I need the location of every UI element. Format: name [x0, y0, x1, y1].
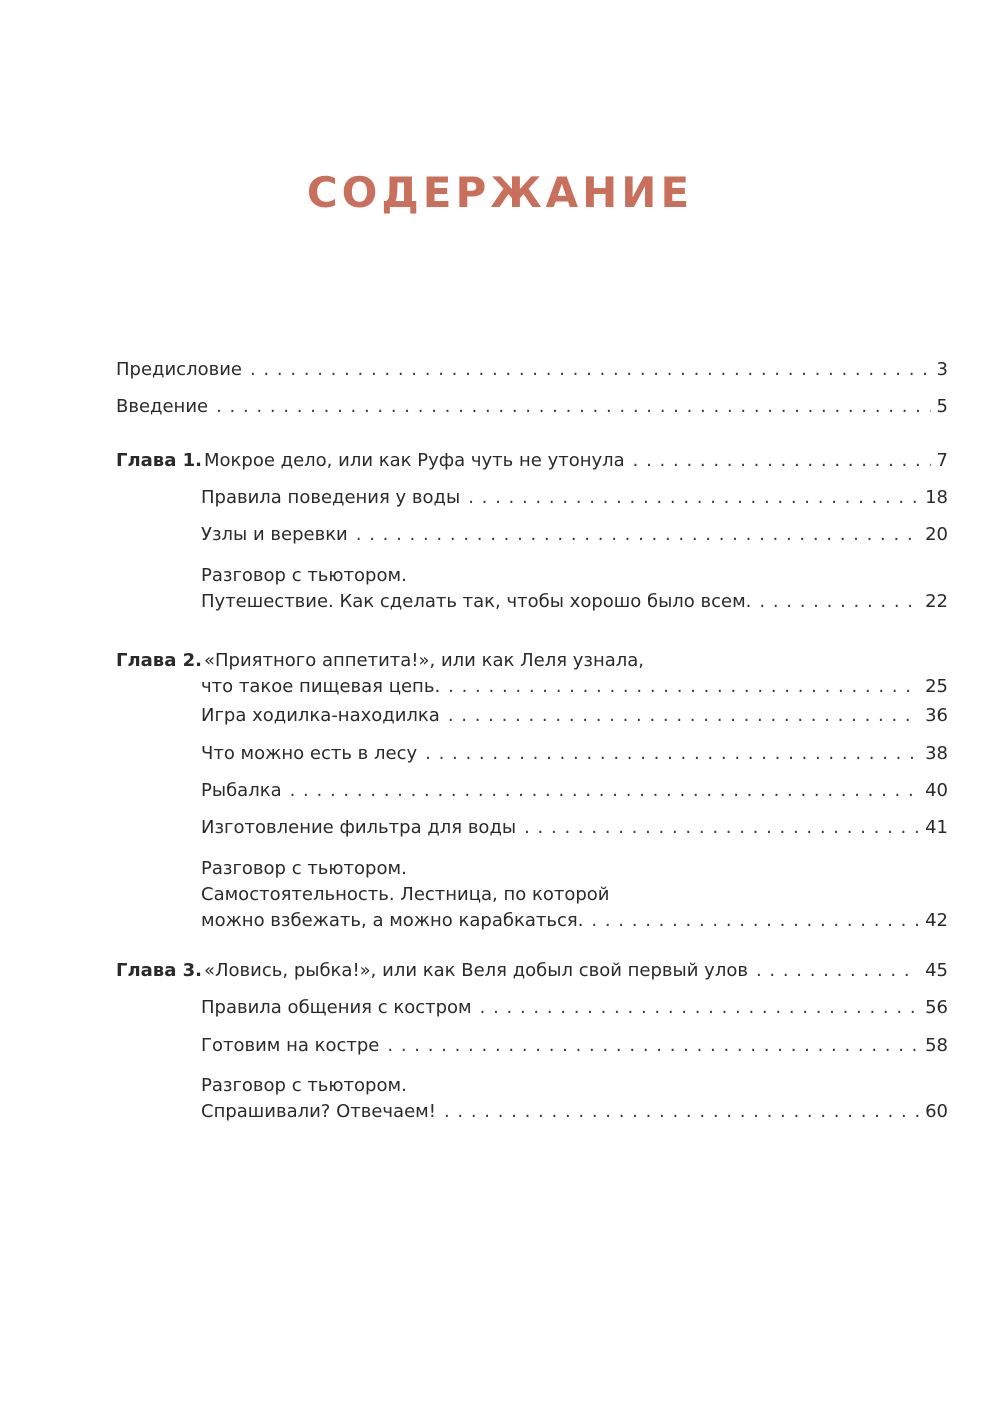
dot-leader — [448, 674, 919, 700]
entry-title-line: «Приятного аппетита!», или как Леля узнала, — [204, 650, 645, 671]
entry-line — [201, 485, 948, 511]
page-number: 22 — [925, 591, 948, 612]
page-number: 45 — [925, 960, 948, 981]
page-number: 38 — [925, 743, 948, 764]
entry-title: Изготовление фильтра для воды — [201, 817, 517, 838]
page-number: 3 — [936, 359, 948, 380]
toc-heading: СОДЕРЖАНИЕ — [306, 168, 694, 217]
entry-title: «Ловись, рыбка!», или как Веля добыл свой первый улов — [204, 960, 748, 981]
entry-line — [204, 448, 948, 474]
page-number: 5 — [936, 396, 948, 417]
entry-title: что такое пищевая цепь. — [201, 676, 441, 697]
dot-leader — [759, 589, 919, 615]
dot-leader — [756, 958, 919, 984]
chapter-number: Глава 3. — [116, 960, 202, 981]
dot-leader — [425, 741, 919, 767]
entry-title: Введение — [116, 396, 209, 417]
dot-leader — [290, 778, 919, 804]
chapter-number: Глава 1. — [116, 450, 202, 471]
entry-title: Правила общения с костром — [201, 997, 472, 1018]
entry-line — [204, 958, 948, 984]
entry-title-line: Разговор с тьютором. — [201, 565, 407, 586]
entry-line — [201, 995, 948, 1021]
entry-line — [201, 589, 948, 615]
entry-title: Путешествие. Как сделать так, чтобы хорошо было всем. — [201, 591, 752, 612]
dot-leader — [591, 908, 919, 934]
entry-title: Предисловие — [116, 359, 242, 380]
page-number: 40 — [925, 780, 948, 801]
dot-leader — [356, 522, 919, 548]
dot-leader — [250, 357, 931, 383]
entry-line — [201, 815, 948, 841]
entry-line — [201, 1099, 948, 1125]
entry-line — [201, 908, 948, 934]
entry-title: Готовим на костре — [201, 1035, 380, 1056]
dot-leader — [524, 815, 919, 841]
dot-leader — [444, 1099, 919, 1125]
entry-title-line: Самостоятельность. Лестница, по которой — [201, 884, 610, 905]
entry-title: Игра ходилка-находилка — [201, 705, 440, 726]
page-number: 58 — [925, 1035, 948, 1056]
entry-title: Спрашивали? Отвечаем! — [201, 1101, 436, 1122]
entry-title: Узлы и веревки — [201, 524, 348, 545]
page-number: 60 — [925, 1101, 948, 1122]
page-number: 36 — [925, 705, 948, 726]
entry-line — [201, 674, 948, 700]
entry-line — [116, 394, 948, 420]
entry-line — [201, 778, 948, 804]
page-number: 56 — [925, 997, 948, 1018]
entry-title: можно взбежать, а можно карабкаться. — [201, 910, 584, 931]
entry-title: Мокрое дело, или как Руфа чуть не утонула — [204, 450, 625, 471]
entry-title-line: Разговор с тьютором. — [201, 1075, 407, 1096]
chapter-number: Глава 2. — [116, 650, 202, 671]
entry-line — [201, 703, 948, 729]
entry-title-line: Разговор с тьютором. — [201, 858, 407, 879]
page-number: 41 — [925, 817, 948, 838]
entry-title: Что можно есть в лесу — [201, 743, 418, 764]
entry-line — [201, 1033, 948, 1059]
dot-leader — [480, 995, 919, 1021]
page-number: 7 — [936, 450, 948, 471]
entry-line — [201, 741, 948, 767]
entry-line — [116, 357, 948, 383]
page-number: 25 — [925, 676, 948, 697]
dot-leader — [216, 394, 930, 420]
dot-leader — [387, 1033, 919, 1059]
page-number: 20 — [925, 524, 948, 545]
entry-line — [201, 522, 948, 548]
dot-leader — [633, 448, 931, 474]
entry-title: Правила поведения у воды — [201, 487, 461, 508]
entry-title: Рыбалка — [201, 780, 282, 801]
dot-leader — [448, 703, 919, 729]
page-number: 42 — [925, 910, 948, 931]
page-number: 18 — [925, 487, 948, 508]
page-title — [64, 168, 1000, 217]
dot-leader — [468, 485, 919, 511]
